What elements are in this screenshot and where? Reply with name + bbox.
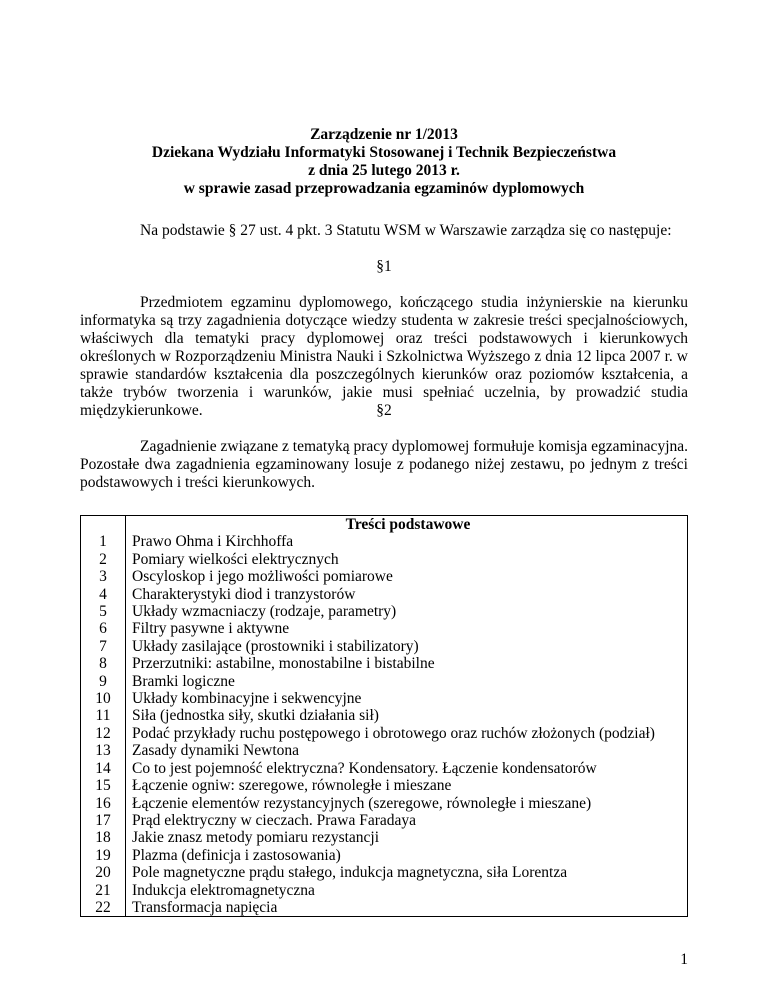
row-topic: Plazma (definicja i zastosowania) [132, 846, 341, 864]
row-topic: Co to jest pojemność elektryczna? Kondensatory. Łączenie kondensatorów [132, 759, 597, 777]
row-topic: Siła (jednostka siły, skutki działania sił) [132, 707, 379, 725]
row-number: 7 [81, 638, 126, 655]
table-row [81, 795, 688, 812]
row-number: 21 [81, 882, 126, 899]
row-number: 8 [81, 655, 126, 672]
row-number: 4 [81, 586, 126, 603]
table-header: Treści podstawowe [345, 516, 471, 533]
table-row [81, 586, 688, 603]
table-row [81, 673, 688, 690]
row-number: 19 [81, 847, 126, 864]
row-number: 14 [81, 760, 126, 777]
table-row [81, 638, 688, 655]
row-topic: Oscyloskop i jego możliwości pomiarowe [132, 568, 393, 586]
table-header-row [81, 516, 688, 534]
row-number: 12 [81, 725, 126, 742]
table-header-num-cell [81, 516, 126, 534]
table-row [81, 725, 688, 742]
intro-paragraph: Na podstawie § 27 ust. 4 pkt. 3 Statutu WSM w Warszawie zarządza się co następuje: [140, 222, 672, 239]
table-row [81, 655, 688, 672]
row-topic: Pole magnetyczne prądu stałego, indukcja magnetyczna, siła Lorentza [132, 864, 568, 882]
title-line-2: Dziekana Wydziału Informatyki Stosowanej i Technik Bezpieczeństwa [151, 144, 617, 161]
table-row [81, 882, 688, 899]
row-number: 5 [81, 603, 126, 620]
row-number: 11 [81, 707, 126, 724]
row-topic: Układy wzmacniaczy (rodzaje, parametry) [132, 603, 397, 621]
row-number: 3 [81, 568, 126, 585]
table-row [81, 812, 688, 829]
row-number: 18 [81, 829, 126, 846]
section-2-text: Zagadnienie związane z tematyką pracy dyplomowej formułuje komisja egzaminacyjna. Pozostałe dwa zagadnienia egzaminowany losuje z podanego niżej zestawu, po jednym z treści podstawowych i treści kierunkowych. [80, 438, 688, 491]
row-number: 20 [81, 864, 126, 881]
row-number: 17 [81, 812, 126, 829]
table-row [81, 864, 688, 881]
title-line-3: z dnia 25 lutego 2013 r. [308, 162, 460, 179]
table-row [81, 829, 688, 846]
row-topic: Łączenie ogniw: szeregowe, równoległe i mieszane [132, 777, 452, 795]
row-topic: Podać przykłady ruchu postępowego i obrotowego oraz ruchów złożonych (podział) [132, 724, 655, 742]
row-topic: Jakie znasz metody pomiaru rezystancji [132, 829, 380, 847]
row-topic: Układy kombinacyjne i sekwencyjne [132, 690, 362, 708]
table-row [81, 551, 688, 568]
table-row [81, 777, 688, 794]
table-row [81, 568, 688, 585]
section-1-text: Przedmiotem egzaminu dyplomowego, kończącego studia inżynierskie na kierunku informatyka są trzy zagadnienia dotyczące wiedzy studenta w zakresie treści specjalnościowych, właściwych dla tematyki pracy dyplomowej oraz treści podstawowych i kierunkowych określonych w Rozporządzeniu Ministra Nauki i Szkolnictwa Wyższego z dnia 12 lipca 2007 r. w sprawie standardów kształcenia dla poszczególnych kierunków oraz poziomów kształcenia, a także trybów tworzenia i warunków, jakie musi spełniać uczelnia, by prowadzić studia międzykierunkowe. [80, 294, 688, 419]
row-topic: Indukcja elektromagnetyczna [132, 881, 315, 899]
row-number: 13 [81, 742, 126, 759]
row-topic: Bramki logiczne [132, 672, 235, 690]
section-2-symbol: §2 [376, 402, 392, 419]
row-topic: Filtry pasywne i aktywne [132, 620, 290, 638]
table-row [81, 899, 688, 917]
row-topic: Zasady dynamiki Newtona [132, 742, 300, 760]
page-number: 1 [680, 951, 688, 968]
row-number: 16 [81, 795, 126, 812]
table-row [81, 620, 688, 637]
row-number: 2 [81, 551, 126, 568]
table-row [81, 603, 688, 620]
row-topic: Pomiary wielkości elektrycznych [132, 550, 339, 568]
table-row [81, 847, 688, 864]
row-topic: Prawo Ohma i Kirchhoffa [132, 533, 294, 551]
row-topic: Prąd elektryczny w cieczach. Prawa Faradaya [132, 811, 417, 829]
document-title [80, 126, 688, 198]
row-number: 9 [81, 673, 126, 690]
section-1-symbol: §1 [376, 258, 392, 275]
table-row [81, 707, 688, 724]
row-topic: Układy zasilające (prostowniki i stabilizatory) [132, 637, 419, 655]
row-number: 1 [81, 533, 126, 550]
row-topic: Transformacja napięcia [132, 898, 278, 916]
row-number: 6 [81, 620, 126, 637]
row-topic: Przerzutniki: astabilne, monostabilne i bistabilne [132, 655, 435, 673]
row-number: 10 [81, 690, 126, 707]
table-row [81, 533, 688, 550]
title-line-1: Zarządzenie nr 1/2013 [310, 126, 458, 143]
row-topic: Charakterystyki diod i tranzystorów [132, 585, 356, 603]
row-number: 15 [81, 777, 126, 794]
title-line-4: w sprawie zasad przeprowadzania egzaminów dyplomowych [183, 180, 585, 197]
table-row [81, 742, 688, 759]
table-row [81, 690, 688, 707]
topics-table [80, 515, 688, 917]
row-number: 22 [81, 899, 126, 917]
table-row [81, 760, 688, 777]
row-topic: Łączenie elementów rezystancyjnych (szeregowe, równoległe i mieszane) [132, 794, 592, 812]
